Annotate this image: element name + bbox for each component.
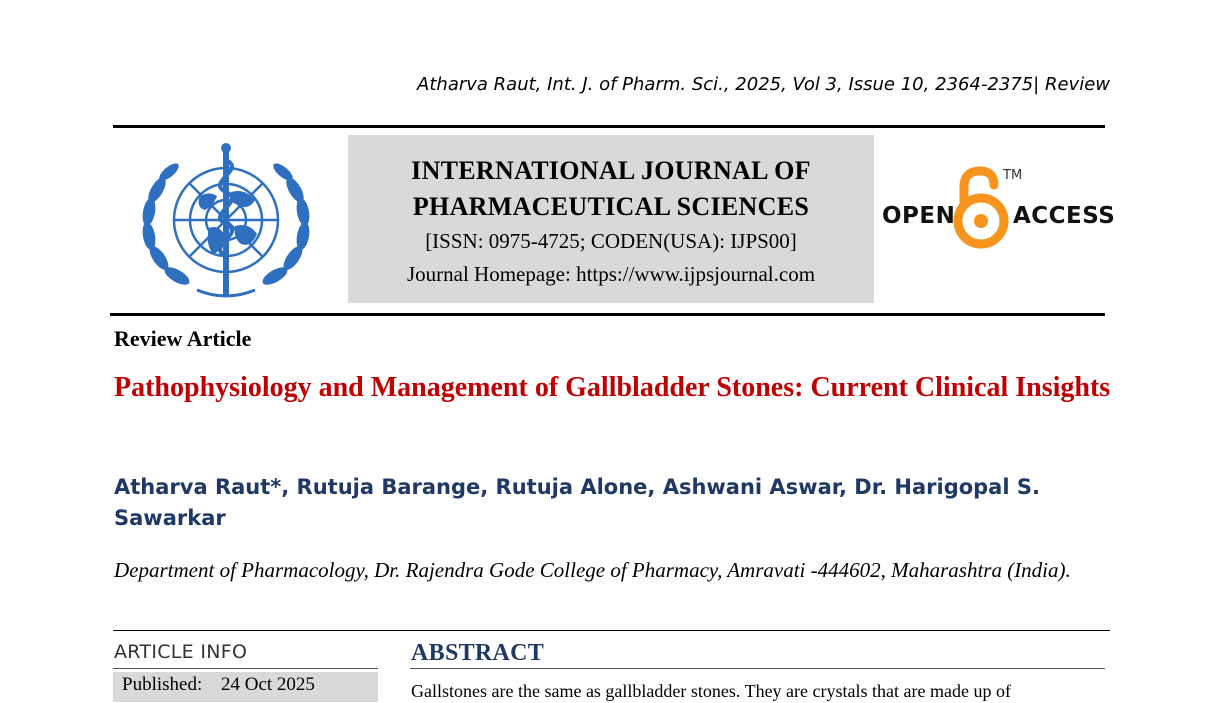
author-affiliation: Department of Pharmacology, Dr. Rajendra Gode College of Pharmacy, Amravati -444602, Maharashtra (India). [114,558,1071,582]
running-head: Atharva Raut, Int. J. of Pharm. Sci., 2025, Vol 3, Issue 10, 2364-2375| Review [417,74,1110,95]
header-rule-top [113,125,1105,128]
abstract-text: Gallstones are the same as gallbladder stones. They are crystals that are made up of [411,681,1011,701]
abstract-rule [410,668,1105,669]
section-rule [113,630,1110,631]
article-type: Review Article [114,326,252,351]
open-access-trademark: TM [1003,168,1023,183]
article-info-heading: ARTICLE INFO [114,641,248,663]
who-emblem-icon [127,140,325,305]
journal-name-line2: PHARMACEUTICAL SCIENCES [412,192,810,221]
journal-homepage: Journal Homepage: https://www.ijpsjournal.com [406,262,816,286]
open-access-open-text: OPEN [882,203,956,229]
journal-issn: [ISSN: 0975-4725; CODEN(USA): IJPS00] [425,229,797,253]
article-info-rule [113,668,378,669]
published-label: Published: [122,674,203,695]
published-row [113,672,378,702]
open-access-access-text: ACCESS [1013,203,1116,229]
author-list: Atharva Raut*, Rutuja Barange, Rutuja Alone, Ashwani Aswar, Dr. Harigopal S. Sawarkar [114,475,1040,530]
journal-title-box [348,135,874,303]
abstract-heading: ABSTRACT [411,640,545,666]
journal-name [348,153,874,225]
journal-name-line1: INTERNATIONAL JOURNAL OF [411,156,811,185]
article-title: Pathophysiology and Management of Gallbladder Stones: Current Clinical Insights [114,372,1111,403]
header-rule-bottom [110,313,1105,316]
published-date: 24 Oct 2025 [221,674,315,695]
